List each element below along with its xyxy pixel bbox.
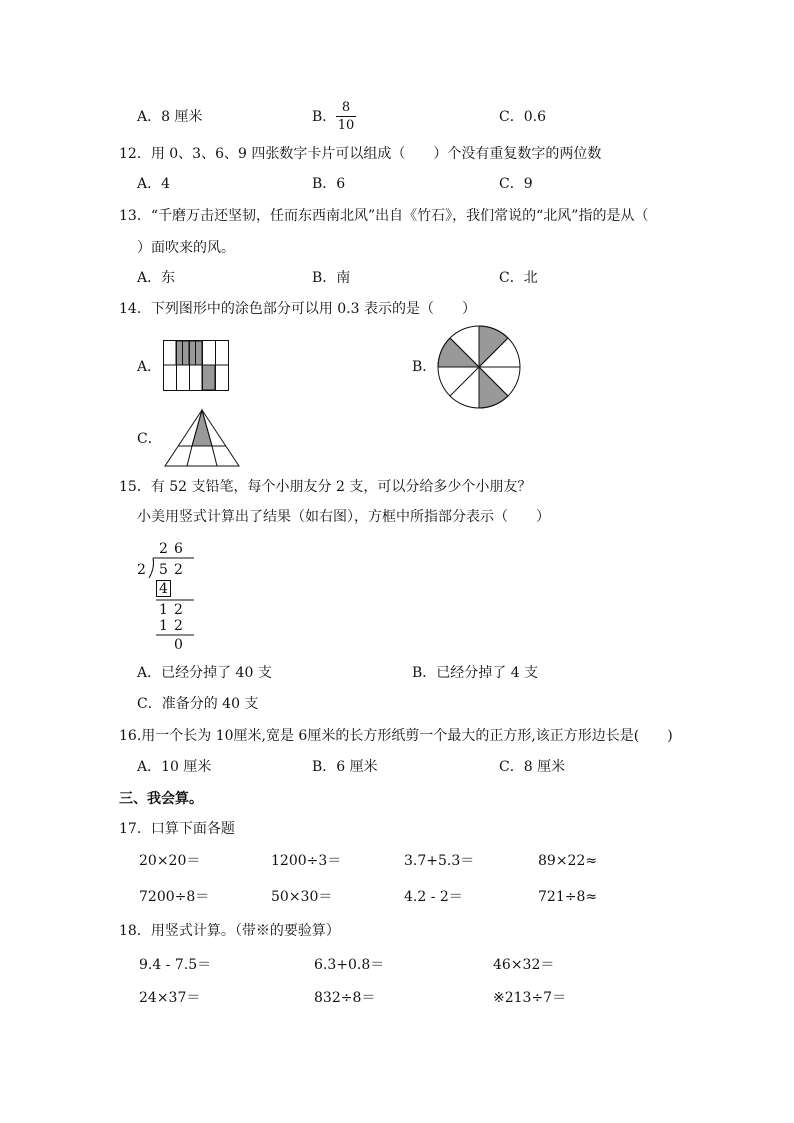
q13-option-c: C．北 [499,270,538,286]
division-lines [136,550,198,650]
q13-stem-line1: 13．“千磨万击还坚韧，任而东西南北风”出自《竹石》，我们常说的“北风”指的是从（ [119,208,649,224]
q14-option-a-label: A． [137,359,162,375]
q11-option-b-fraction [336,100,356,133]
remainder: 0 [174,637,183,653]
q17-item: 4.2 - 2＝ [404,889,463,905]
quotient-digit: 2 [159,541,168,557]
q17-item: 50×30＝ [271,889,333,905]
q14-figure-b-circle [436,324,522,410]
q11-option-c: C．0.6 [499,109,546,125]
q17-item: 721÷8≈ [538,889,598,905]
q16-option-a: A．10 厘米 [137,759,212,775]
q17-item: 3.7+5.3＝ [404,853,475,869]
q12-option-a: A．4 [137,176,171,192]
step-digit: 1 [159,602,168,618]
q18-stem: 18．用竖式计算。（带※的要验算） [119,923,340,939]
section-3-title: 三、我会算。 [119,791,203,807]
step-digit: 2 [174,602,183,618]
q18-item: 9.4 - 7.5＝ [139,957,212,973]
q16-option-b: B．6 厘米 [312,759,378,775]
q17-stem: 17．口算下面各题 [119,821,235,837]
q12-option-b: B．6 [312,176,346,192]
q17-item: 20×20＝ [139,853,201,869]
step-digit: 1 [159,618,168,634]
q14-figure-a-grid [163,340,231,392]
q17-item: 89×22≈ [538,853,598,869]
quotient-digit: 6 [174,541,183,557]
fraction-denominator: 10 [337,118,355,133]
q15-stem-line1: 15．有 52 支铅笔，每个小朋友分 2 支，可以分给多少个小朋友？ [119,479,532,495]
q16-option-c: C．8 厘米 [499,759,566,775]
q18-item: 24×37＝ [139,990,201,1006]
q15-stem-line2: 小美用竖式计算出了结果（如右图），方框中所指部分表示（ ） [137,509,550,525]
q11-option-a: A．8 厘米 [137,109,203,125]
q14-stem: 14．下列图形中的涂色部分可以用 0.3 表示的是（ ） [119,301,476,317]
dividend-digit: 2 [174,562,183,578]
dividend-digit: 5 [159,562,168,578]
fraction-numerator: 8 [341,100,351,115]
q12-option-c: C．9 [499,176,533,192]
boxed-digit: 4 [159,581,168,597]
q12-stem: 12．用 0、3、6、9 四张数字卡片可以组成（ ）个没有重复数字的两位数 [119,146,602,162]
q13-option-a: A．东 [137,270,176,286]
q15-option-a: A．已经分掉了 40 支 [137,665,272,681]
q13-option-b: B．南 [312,270,351,286]
q11-option-b-label: B． [312,109,337,125]
q15-option-b: B．已经分掉了 4 支 [412,665,539,681]
q13-stem-line2: ）面吹来的风。 [137,240,235,256]
q14-option-c-label: C． [137,431,162,447]
q17-item: 1200÷3＝ [271,853,342,869]
q18-item: 6.3+0.8＝ [314,957,385,973]
q16-stem: 16.用一个长为 10厘米,宽是 6厘米的长方形纸剪一个最大的正方形,该正方形边长是( ) [119,728,673,744]
fraction-bar [336,116,356,117]
q14-option-b-label: B． [412,359,437,375]
q18-item: 832÷8＝ [314,990,376,1006]
step-digit: 2 [174,618,183,634]
q18-item: 46×32＝ [493,957,555,973]
q17-item: 7200÷8＝ [139,889,210,905]
divisor: 2 [137,562,146,578]
q18-item: ※213÷7＝ [493,990,567,1006]
q14-figure-c-triangle [163,408,241,468]
q15-option-c: C．准备分的 40 支 [137,696,259,712]
